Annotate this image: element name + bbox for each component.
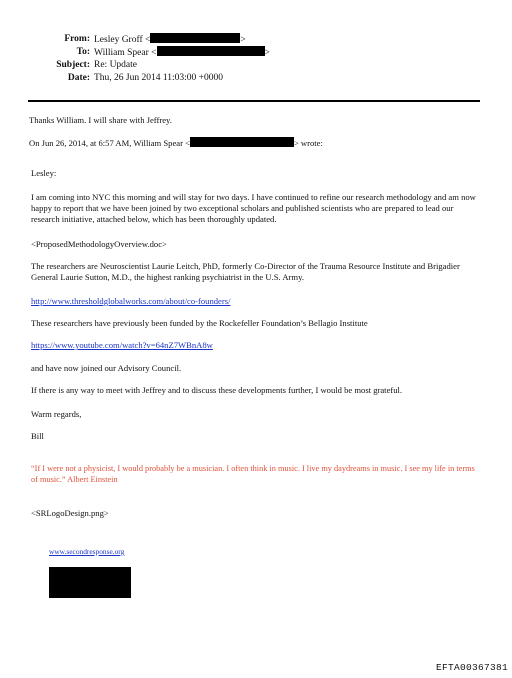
link-youtube[interactable]: https://www.youtube.com/watch?v=64nZ7WBnA8w [31, 340, 213, 350]
redaction-bar [157, 46, 265, 56]
reply-text: Thanks William. I will share with Jeffrey. [29, 115, 172, 125]
from-label: From: [64, 34, 90, 44]
to-name: William Spear < [94, 48, 157, 58]
to-value [94, 46, 270, 59]
paragraph-meeting: If there is any way to meet with Jeffrey and to discuss these developments further, I would be most grateful. [31, 385, 403, 395]
subject-label: Subject: [56, 60, 90, 70]
paragraph-advisory: and have now joined our Advisory Council. [31, 363, 182, 373]
redaction-block [49, 567, 131, 598]
paragraph-funding: These researchers have previously been funded by the Rockefeller Foundation’s Bellagio Institute [31, 318, 368, 328]
closing: Warm regards, [31, 409, 82, 419]
subject-value: Re: Update [94, 60, 138, 70]
to-label: To: [76, 47, 90, 57]
signature: Bill [31, 431, 44, 441]
einstein-quote: “If I were not a physicist, I would probably be a musician. I often think in music. I live my daydreams in music. I see my life in terms of music.” Albert Einstein [31, 464, 475, 484]
quoted-intro-start: On Jun 26, 2014, at 6:57 AM, William Spear < [29, 138, 190, 148]
quoted-intro-end: > wrote: [293, 138, 323, 148]
link-website[interactable]: www.secondresponse.org [49, 547, 125, 556]
paragraph-researchers: The researchers are Neuroscientist Laurie Leitch, PhD, formerly Co-Director of the Trauma Resource Institute and Brigadier General Laurie Sutton, M.D., the highest ranking psychiatrist in the U.S. Army. [31, 261, 460, 283]
date-value: Thu, 26 Jun 2014 11:03:00 +0000 [94, 73, 224, 83]
attachment-logo: <SRLogoDesign.png> [31, 508, 109, 518]
redaction-bar [150, 33, 240, 43]
to-tail: > [264, 48, 270, 58]
from-name: Lesley Groff < [94, 35, 151, 45]
redaction-bar [190, 137, 294, 147]
document-id: EFTA00367381 [436, 662, 509, 673]
quoted-intro [29, 137, 323, 150]
link-threshold[interactable]: http://www.thresholdglobalworks.com/about/co-founders/ [31, 296, 231, 306]
header-divider [28, 100, 480, 102]
paragraph-intro: I am coming into NYC this morning and will stay for two days. I have continued to refine our research methodology and am now happy to report that we have been joined by two exceptional scholars and published scientists who are prepared to lead our research initiative, attached below, which has been thoroughly updated. [31, 192, 476, 225]
attachment-methodology: <ProposedMethodologyOverview.doc> [31, 239, 167, 249]
from-value [94, 33, 246, 46]
greeting: Lesley: [31, 168, 57, 178]
date-label: Date: [67, 73, 90, 83]
from-tail: > [240, 35, 246, 45]
